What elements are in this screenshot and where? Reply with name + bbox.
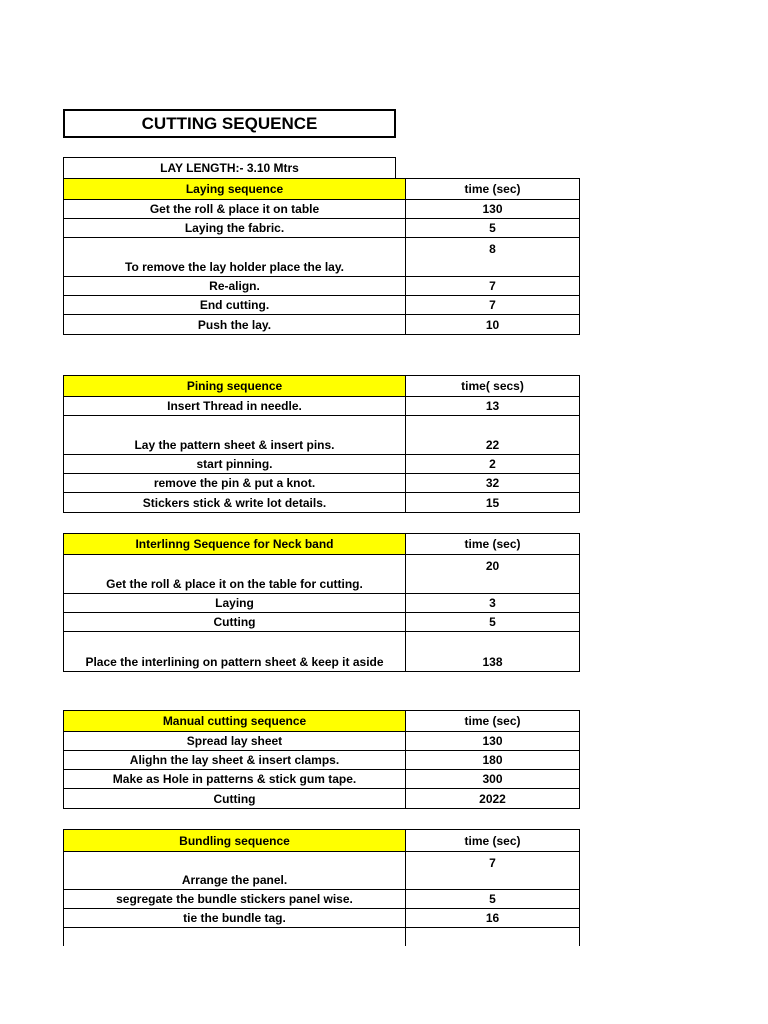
task-cell: Get the roll & place it on the table for cutting. <box>64 555 406 594</box>
time-cell: 5 <box>406 219 580 238</box>
task-cell: Cutting <box>64 613 406 632</box>
pining-sequence-table <box>63 375 580 513</box>
table-row <box>64 789 580 809</box>
page-title: CUTTING SEQUENCE <box>63 109 396 138</box>
table-row <box>64 751 580 770</box>
time-cell: 7 <box>406 852 580 890</box>
time-header: time (sec) <box>406 830 580 852</box>
interlining-sequence-table <box>63 533 580 672</box>
table-row <box>64 416 580 455</box>
time-header: time (sec) <box>406 179 580 200</box>
laying-sequence-table <box>63 178 580 335</box>
table-row <box>64 277 580 296</box>
table-row <box>64 890 580 909</box>
task-cell: Laying the fabric. <box>64 219 406 238</box>
table-row <box>64 397 580 416</box>
task-cell: To remove the lay holder place the lay. <box>64 238 406 277</box>
table-header-row <box>64 711 580 732</box>
time-cell: 180 <box>406 751 580 770</box>
time-cell: 5 <box>406 613 580 632</box>
section-header: Manual cutting sequence <box>64 711 406 732</box>
table-row <box>64 732 580 751</box>
time-cell: 300 <box>406 770 580 789</box>
time-cell: 15 <box>406 493 580 513</box>
time-cell: 7 <box>406 277 580 296</box>
time-header: time (sec) <box>406 534 580 555</box>
lay-length-label: LAY LENGTH:- 3.10 Mtrs <box>63 157 396 178</box>
time-cell: 2022 <box>406 789 580 809</box>
table-row <box>64 315 580 335</box>
time-cell: 16 <box>406 909 580 928</box>
time-cell: 13 <box>406 397 580 416</box>
empty-cell <box>64 928 406 946</box>
section-header: Laying sequence <box>64 179 406 200</box>
task-cell: Place the interlining on pattern sheet & keep it aside <box>64 632 406 672</box>
time-cell: 2 <box>406 455 580 474</box>
table-header-row <box>64 179 580 200</box>
table-row <box>64 455 580 474</box>
task-cell: Arrange the panel. <box>64 852 406 890</box>
time-cell: 3 <box>406 594 580 613</box>
task-cell: Spread lay sheet <box>64 732 406 751</box>
table-row <box>64 594 580 613</box>
task-cell: Alighn the lay sheet & insert clamps. <box>64 751 406 770</box>
task-cell: remove the pin & put a knot. <box>64 474 406 493</box>
task-cell: Get the roll & place it on table <box>64 200 406 219</box>
task-cell: Laying <box>64 594 406 613</box>
time-cell: 10 <box>406 315 580 335</box>
time-header: time( secs) <box>406 376 580 397</box>
task-cell: Insert Thread in needle. <box>64 397 406 416</box>
time-cell: 22 <box>406 416 580 455</box>
task-cell: Lay the pattern sheet & insert pins. <box>64 416 406 455</box>
table-row <box>64 770 580 789</box>
manual-cutting-sequence-table <box>63 710 580 809</box>
table-row <box>64 852 580 890</box>
time-cell: 130 <box>406 200 580 219</box>
task-cell: Cutting <box>64 789 406 809</box>
task-cell: End cutting. <box>64 296 406 315</box>
task-cell: Push the lay. <box>64 315 406 335</box>
table-header-row <box>64 376 580 397</box>
time-cell: 130 <box>406 732 580 751</box>
table-header-row <box>64 830 580 852</box>
table-row <box>64 238 580 277</box>
table-row <box>64 474 580 493</box>
time-cell: 20 <box>406 555 580 594</box>
time-cell: 5 <box>406 890 580 909</box>
table-row <box>64 555 580 594</box>
table-row <box>64 493 580 513</box>
time-cell: 138 <box>406 632 580 672</box>
task-cell: Make as Hole in patterns & stick gum tape. <box>64 770 406 789</box>
section-header: Pining sequence <box>64 376 406 397</box>
table-row <box>64 200 580 219</box>
task-cell: segregate the bundle stickers panel wise. <box>64 890 406 909</box>
task-cell: start pinning. <box>64 455 406 474</box>
task-cell: Stickers stick & write lot details. <box>64 493 406 513</box>
time-cell: 32 <box>406 474 580 493</box>
table-header-row <box>64 534 580 555</box>
table-row-empty <box>64 928 580 946</box>
section-header: Interlinng Sequence for Neck band <box>64 534 406 555</box>
task-cell: Re-align. <box>64 277 406 296</box>
section-header: Bundling sequence <box>64 830 406 852</box>
task-cell: tie the bundle tag. <box>64 909 406 928</box>
table-row <box>64 219 580 238</box>
table-row <box>64 613 580 632</box>
time-header: time (sec) <box>406 711 580 732</box>
time-cell: 8 <box>406 238 580 277</box>
table-row <box>64 632 580 672</box>
bundling-sequence-table <box>63 829 580 946</box>
time-cell: 7 <box>406 296 580 315</box>
empty-cell <box>406 928 580 946</box>
table-row <box>64 296 580 315</box>
table-row <box>64 909 580 928</box>
